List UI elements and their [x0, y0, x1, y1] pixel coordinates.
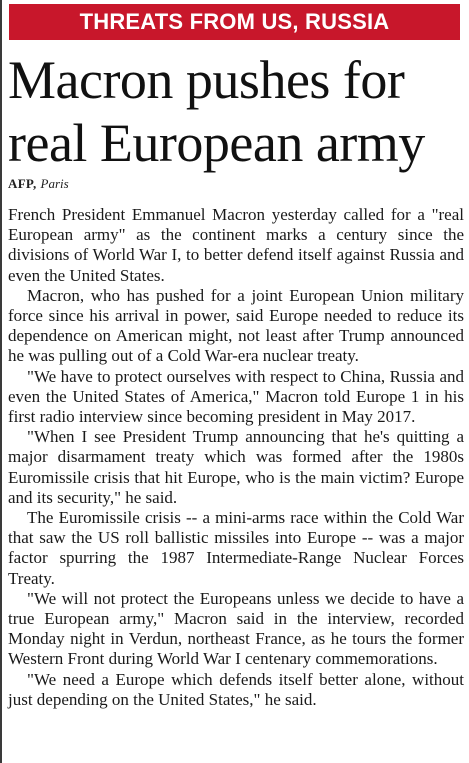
article-body: [8, 205, 464, 710]
byline-agency: AFP,: [8, 176, 37, 191]
article-paragraph-7: "We need a Europe which defends itself better alone, without just depending on the United States," he said.: [8, 669, 464, 709]
article-paragraph-4: "When I see President Trump announcing that he's quitting a major disarmament treaty which was formed after the 1980s Euromissile crisis that hit Europe, who is the main victim? Europe and its security," he said.: [8, 427, 464, 507]
byline-place: Paris: [40, 176, 69, 191]
article-paragraph-5: The Euromissile crisis -- a mini-arms race within the Cold War that saw the US roll ballistic missiles into Europe -- was a major factor spurring the 1987 Intermediate-Range Nuclear Forces Treaty.: [8, 508, 464, 588]
headline: [8, 49, 468, 175]
headline-line-1: Macron pushes for: [8, 50, 405, 110]
article-paragraph-3: "We have to protect ourselves with respect to China, Russia and even the United States of America," Macron told Europe 1 in his first radio interview since becoming president in May 2017.: [8, 366, 464, 427]
section-kicker: THREATS FROM US, RUSSIA: [9, 4, 460, 40]
article-paragraph-6: "We will not protect the Europeans unless we decide to have a true European army," Macron said in the interview, recorded Monday night in Verdun, northeast France, as he tours the former Western Front during World War I centenary commemorations.: [8, 588, 464, 669]
article-paragraph-2: Macron, who has pushed for a joint European Union military force since his arrival in power, said Europe needed to reduce its dependence on American might, not least after Trump announced he was pulling out of a Cold War-era nuclear treaty.: [8, 285, 464, 366]
article-paragraph-1: French President Emmanuel Macron yesterday called for a "real European army" as the continent marks a century since the divisions of World War I, to better defend itself against Russia and even the United States.: [8, 205, 464, 285]
byline: [8, 176, 69, 192]
headline-line-2: real European army: [8, 113, 425, 173]
